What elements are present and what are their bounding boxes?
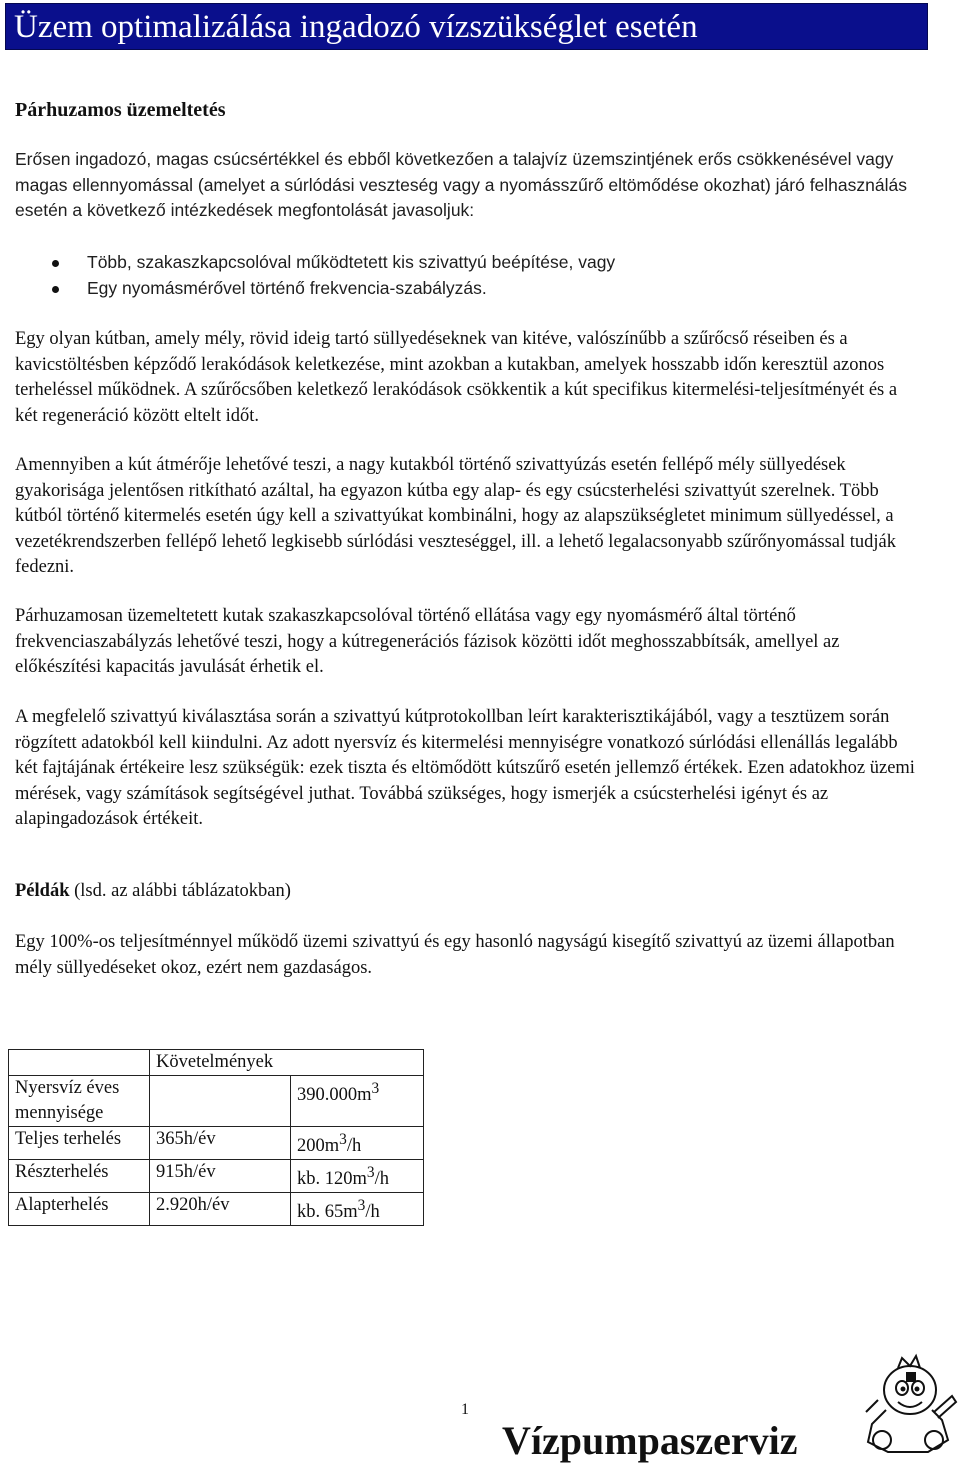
table-row [9, 1193, 424, 1226]
paragraph-text: Egy 100%-os teljesítménnyel működő üzemi szivattyú és egy hasonló nagyságú kisegítő szivattyú az üzemi állapotban mély süllyedéseket okoz, ezért nem gazdaságos. [15, 932, 895, 978]
row-value-cell [291, 1076, 424, 1127]
measure-item: Több, szakaszkapcsolóval működtetett kis szivattyú beépítése, vagy [15, 250, 920, 276]
mascot-logo-graphic [858, 1352, 958, 1458]
row-label: Részterhelés [9, 1160, 150, 1193]
paragraph-text: Egy olyan kútban, amely mély, rövid ideig tartó süllyedéseknek van kitéve, valószínűbb a szűrőcső réseiben és a kavicstöltésben képződő lerakódások keletkezése, mint azokban a kutakban, amelyek hosszabb időn keresztül azonos terheléssel működnek. A szűrőcsőben keletkező lerakódások csökkentik a kút specifikus kitermelési-teljesítményét és a két regeneráció között eltelt időt. [15, 329, 898, 426]
paragraph-well-diameter [15, 453, 920, 581]
table-row [9, 1076, 424, 1127]
table-header-row [9, 1050, 424, 1076]
paragraph-pump-selection [15, 705, 920, 833]
paragraph-text: Párhuzamosan üzemeltetett kutak szakaszkapcsolóval történő ellátása vagy egy nyomásmérő által történő frekvenciaszabályzás lehetővé teszi, hogy a kútregenerációs fázisok közötti időt meghosszabbítsák, amellyel az előkészítési kapacitás javulását érhetik el. [15, 606, 840, 677]
examples-bold-label: Példák [15, 881, 70, 901]
intro-text: Erősen ingadozó, magas csúcsértékkel és ebből következően a talajvíz üzemszintjének erős csökkenésével vagy magas ellennyomással (amelyet a súrlódási veszteség vagy a nyomásszűrő eltömődése okozhat) járó felhasználás esetén a következő intézkedések megfontolását javasoljuk: [15, 149, 907, 220]
table-cell [9, 1050, 150, 1076]
row-hours [150, 1076, 291, 1127]
requirements-table [8, 1049, 424, 1226]
row-label: Alapterhelés [9, 1193, 150, 1226]
table-header-cell: Követelmények [150, 1050, 424, 1076]
row-value-unit: /h [365, 1202, 380, 1223]
row-value-cell [291, 1193, 424, 1226]
page-title: Üzem optimalizálása ingadozó vízszükséglet esetén [14, 9, 698, 45]
row-value: kb. 120m [297, 1169, 367, 1190]
paragraph-text: Amennyiben a kút átmérője lehetővé teszi, a nagy kutakból történő szivattyúzás esetén fellépő mély süllyedések gyakorisága jelentősen ritkítható azáltal, ha egyazon kútba egy alap- és egy csúcsterhelési szivattyút szerelnek. Több kútból történő kitermelés esetén úgy kell a szivattyúkat kombinálni, hogy az alapszükségletet minimum süllyedéssel, a vezetékrendszerben fellépő lehető legkisebb súrlódási veszteséggel, ill. a lehető legalacsonyabb szűrőnyomással tudják fedezni. [15, 455, 897, 577]
row-value-exponent: 3 [371, 1080, 380, 1097]
row-value-exponent: 3 [366, 1164, 375, 1182]
page-title-bar [5, 3, 928, 50]
example-paragraph [15, 930, 920, 981]
row-value-cell [291, 1127, 424, 1160]
brand-name: Vízpumpaszerviz [502, 1418, 798, 1463]
paragraph-text: A megfelelő szivattyú kiválasztása során a szivattyú kútprotokollban leírt karakterisztikájából, vagy a tesztüzem során rögzített adatokból kell kiindulni. Az adott nyersvíz és kitermelési mennyiségre vonatkozó súrlódási ellenállás legalább két fajtájának értékeire lesz szükségük: ezek tiszta és eltömődött kútszűrő esetén jellemző értékek. Ezen adatokhoz üzemi mérések, vagy számítások segítségével juthat. Továbbá szükséges, hogy ismerjék a csúcsterhelési igényt és az alapingadozások értékeit. [15, 707, 915, 829]
row-hours: 915h/év [150, 1160, 291, 1193]
row-label: Nyersvíz éves mennyisége [9, 1076, 150, 1127]
row-value-unit: /h [346, 1136, 362, 1157]
row-hours: 2.920h/év [150, 1193, 291, 1226]
section-heading: Párhuzamos üzemeltetés [15, 99, 226, 121]
row-label: Teljes terhelés [9, 1127, 150, 1160]
row-value: 390.000m [297, 1085, 372, 1106]
row-value: kb. 65m [297, 1202, 358, 1223]
measures-list [15, 250, 920, 301]
examples-note: (lsd. az alábbi táblázatokban) [69, 881, 291, 901]
paragraph-parallel-wells [15, 604, 920, 681]
examples-heading [15, 879, 920, 905]
row-hours: 365h/év [150, 1127, 291, 1160]
row-value: 200m [297, 1136, 340, 1157]
intro-paragraph [15, 147, 920, 224]
measure-item: Egy nyomásmérővel történő frekvencia-szabályzás. [15, 276, 920, 302]
page-number: 1 [461, 1401, 469, 1418]
mascot-logo-icon [858, 1352, 958, 1458]
row-value-exponent: 3 [339, 1131, 347, 1148]
row-value-unit: /h [374, 1169, 389, 1190]
table-row [9, 1160, 424, 1193]
measures-list-container [15, 250, 920, 301]
row-value-exponent: 3 [357, 1197, 366, 1215]
row-value-cell [291, 1160, 424, 1193]
paragraph-deposits [15, 327, 920, 429]
table-row [9, 1127, 424, 1160]
